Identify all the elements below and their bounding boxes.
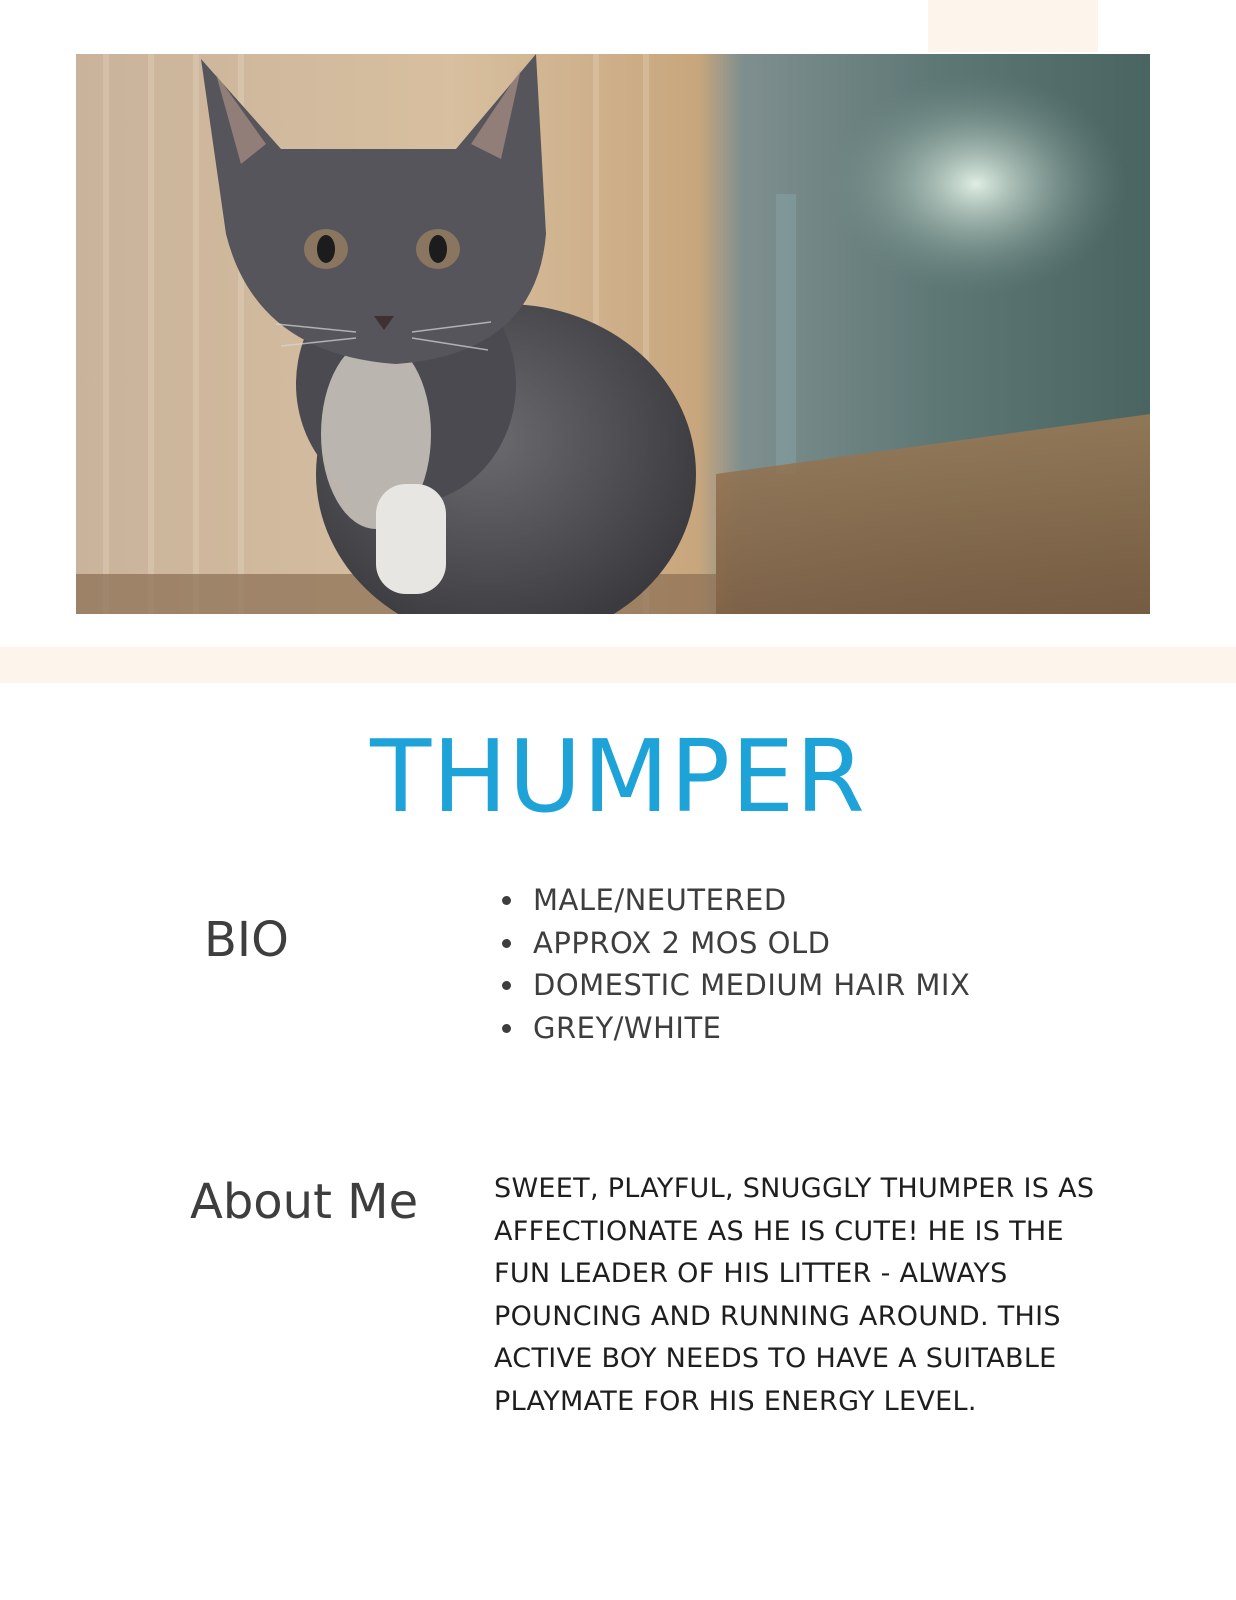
- accent-block-top: [928, 0, 1098, 52]
- bio-heading: BIO: [204, 912, 289, 968]
- bullet-icon: [502, 1024, 511, 1033]
- about-heading: About Me: [190, 1174, 419, 1230]
- bullet-icon: [502, 939, 511, 948]
- bio-item-color: GREY/WHITE: [500, 1007, 970, 1050]
- bio-item-sex: MALE/NEUTERED: [500, 879, 970, 922]
- pet-name-title: THUMPER: [370, 718, 866, 835]
- pet-photo: [76, 54, 1150, 614]
- bullet-icon: [502, 981, 511, 990]
- bio-list: [500, 879, 970, 1049]
- bio-item-age: APPROX 2 MOS OLD: [500, 922, 970, 965]
- kitten-illustration: [76, 54, 1150, 614]
- bullet-icon: [502, 896, 511, 905]
- bio-item-breed: DOMESTIC MEDIUM HAIR MIX: [500, 964, 970, 1007]
- about-description: SWEET, PLAYFUL, SNUGGLY THUMPER IS AS AFFECTIONATE AS HE IS CUTE! HE IS THE FUN LEADER OF HIS LITTER - ALWAYS POUNCING AND RUNNING AROUND. THIS ACTIVE BOY NEEDS TO HAVE A SUITABLE PLAYMATE FOR HIS ENERGY LEVEL.: [494, 1173, 1095, 1417]
- accent-band: [0, 647, 1236, 683]
